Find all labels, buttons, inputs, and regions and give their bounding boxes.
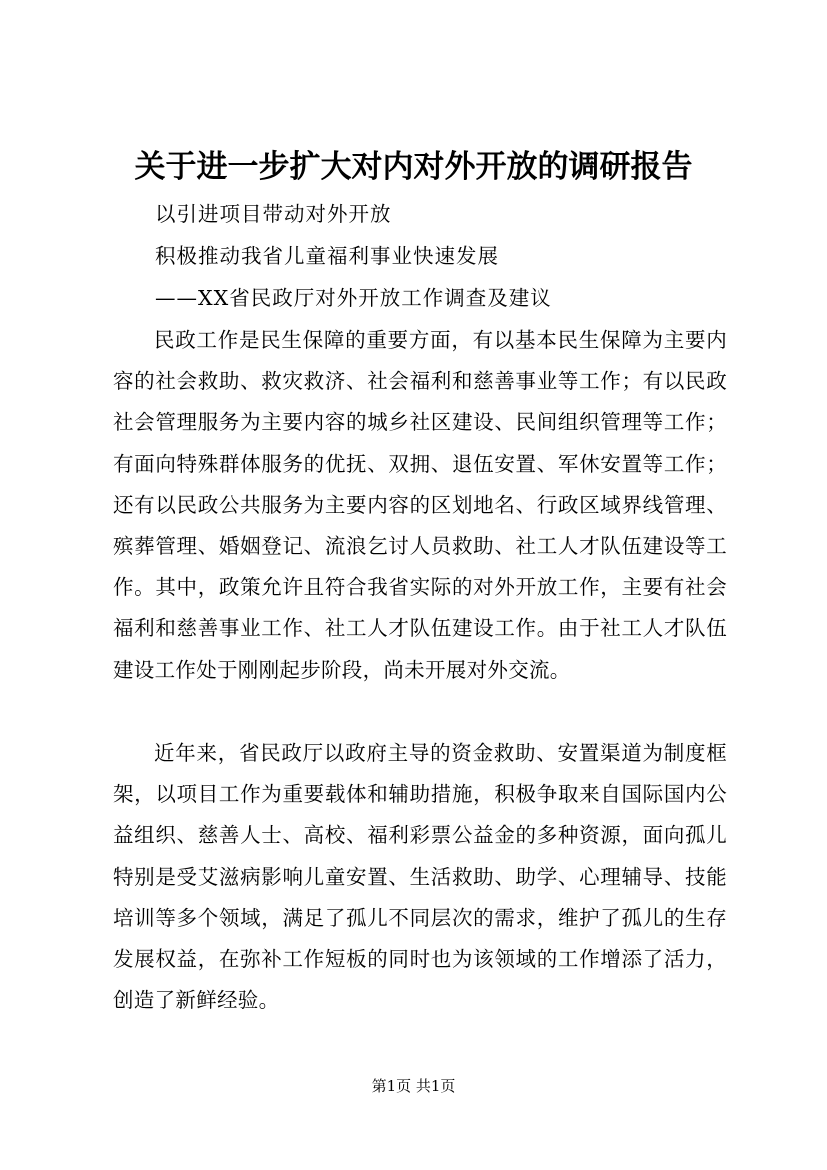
subtitle-1: 以引进项目带动对外开放: [155, 202, 392, 226]
body-paragraph-2: 近年来，省民政厅以政府主导的资金救助、安置渠道为制度框架，以项目工作为重要载体和辅助措施，积极争取来自国际国内公益组织、慈善人士、高校、福利彩票公益金的多种资源，面向孤儿特别是受艾滋病影响儿童安置、生活救助、助学、心理辅导、技能培训等多个领域，满足了孤儿不同层次的需求，维护了孤儿的生存发展权益，在弥补工作短板的同时也为该领域的工作增添了活力，创造了新鲜经验。: [113, 741, 727, 1013]
page-footer: 第1页 共1页: [371, 1077, 456, 1095]
subtitle-3: ——XX省民政厅对外开放工作调查及建议: [155, 286, 552, 310]
body-paragraph-1: 民政工作是民生保障的重要方面，有以基本民生保障为主要内容的社会救助、救灾救济、社会福利和慈善事业等工作；有以民政社会管理服务为主要内容的城乡社区建设、民间组织管理等工作；有面向特殊群体服务的优抚、双拥、退伍安置、军休安置等工作；还有以民政公共服务为主要内容的区划地名、行政区域界线管理、殡葬管理、婚姻登记、流浪乞讨人员救助、社工人才队伍建设等工作。其中，政策允许且符合我省实际的对外开放工作，主要有社会福利和慈善事业工作、社工人才队伍建设工作。由于社工人才队伍建设工作处于刚刚起步阶段，尚未开展对外交流。: [113, 328, 727, 682]
subtitle-2: 积极推动我省儿童福利事业快速发展: [155, 244, 499, 268]
document-title: 关于进一步扩大对内对外开放的调研报告: [134, 149, 693, 185]
